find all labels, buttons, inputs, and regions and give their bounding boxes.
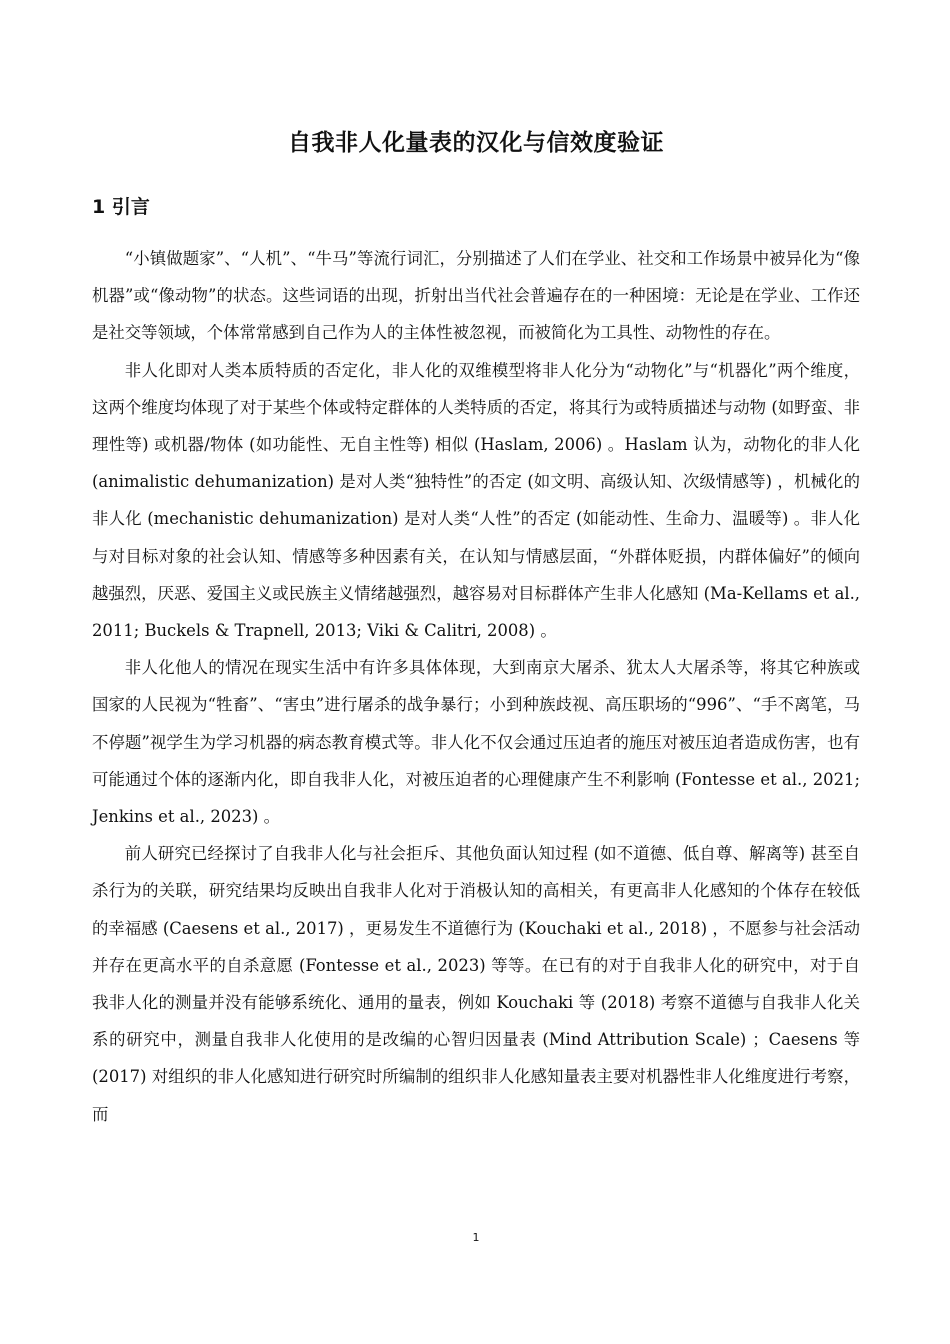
body-text <box>92 240 860 1133</box>
paragraph-2: 非人化即对人类本质特质的否定化，非人化的双维模型将非人化分为“动物化”与“机器化”两个维度，这两个维度均体现了对于某些个体或特定群体的人类特质的否定，将其行为或特质描述与动物 (如野蛮、非理性等) 或机器/物体 (如功能性、无自主性等) 相似 (Haslam, 2006) 。Haslam 认为，动物化的非人化 (animalistic dehumanization) 是对人类“独特性”的否定 (如文明、高级认知、次级情感等) ，机械化的非人化 (mechanistic dehumanization) 是对人类“人性”的否定 (如能动性、生命力、温暖等) 。非人化与对目标对象的社会认知、情感等多种因素有关，在认知与情感层面，“外群体贬损，内群体偏好”的倾向越强烈，厌恶、爱国主义或民族主义情绪越强烈，越容易对目标群体产生非人化感知 (Ma-Kellams et al., 2011; Buckels & Trapnell, 2013; Viki & Calitri, 2008) 。 <box>92 360 861 641</box>
paragraph-3: 非人化他人的情况在现实生活中有许多具体体现，大到南京大屠杀、犹太人大屠杀等，将其它种族或国家的人民视为“牲畜”、“害虫”进行屠杀的战争暴行；小到种族歧视、高压职场的“996”、“手不离笔，马不停题”视学生为学习机器的病态教育模式等。非人化不仅会通过压迫者的施压对被压迫者造成伤害，也有可能通过个体的逐渐内化，即自我非人化，对被压迫者的心理健康产生不利影响 (Fontesse et al., 2021; Jenkins et al., 2023) 。 <box>92 658 860 827</box>
page-number: 1 <box>472 1231 480 1244</box>
paragraph-1: “小镇做题家”、“人机”、“牛马”等流行词汇，分别描述了人们在学业、社交和工作场景中被异化为“像机器”或“像动物”的状态。这些词语的出现，折射出当代社会普遍存在的一种困境：无论是在学业、工作还是社交等领域，个体常常感到自己作为人的主体性被忽视，而被简化为工具性、动物性的存在。 <box>92 249 860 343</box>
paragraph-4: 前人研究已经探讨了自我非人化与社会拒斥、其他负面认知过程 (如不道德、低自尊、解离等) 甚至自杀行为的关联，研究结果均反映出自我非人化对于消极认知的高相关，有更高非人化感知的个体存在较低的幸福感 (Caesens et al., 2017) ，更易发生不道德行为 (Kouchaki et al., 2018) ，不愿参与社会活动并存在更高水平的自杀意愿 (Fontesse et al., 2023) 等等。在已有的对于自我非人化的研究中，对于自我非人化的测量并没有能够系统化、通用的量表，例如 Kouchaki 等 (2018) 考察不道德与自我非人化关系的研究中，测量自我非人化使用的是改编的心智归因量表 (Mind Attribution Scale) ；Caesens 等 (2017) 对组织的非人化感知进行研究时所编制的组织非人化感知量表主要对机器性非人化维度进行考察，而 <box>92 844 860 1124</box>
page-title: 自我非人化量表的汉化与信效度验证 <box>288 130 664 156</box>
document-page <box>92 0 860 1344</box>
section-heading: 1 引言 <box>92 196 150 218</box>
